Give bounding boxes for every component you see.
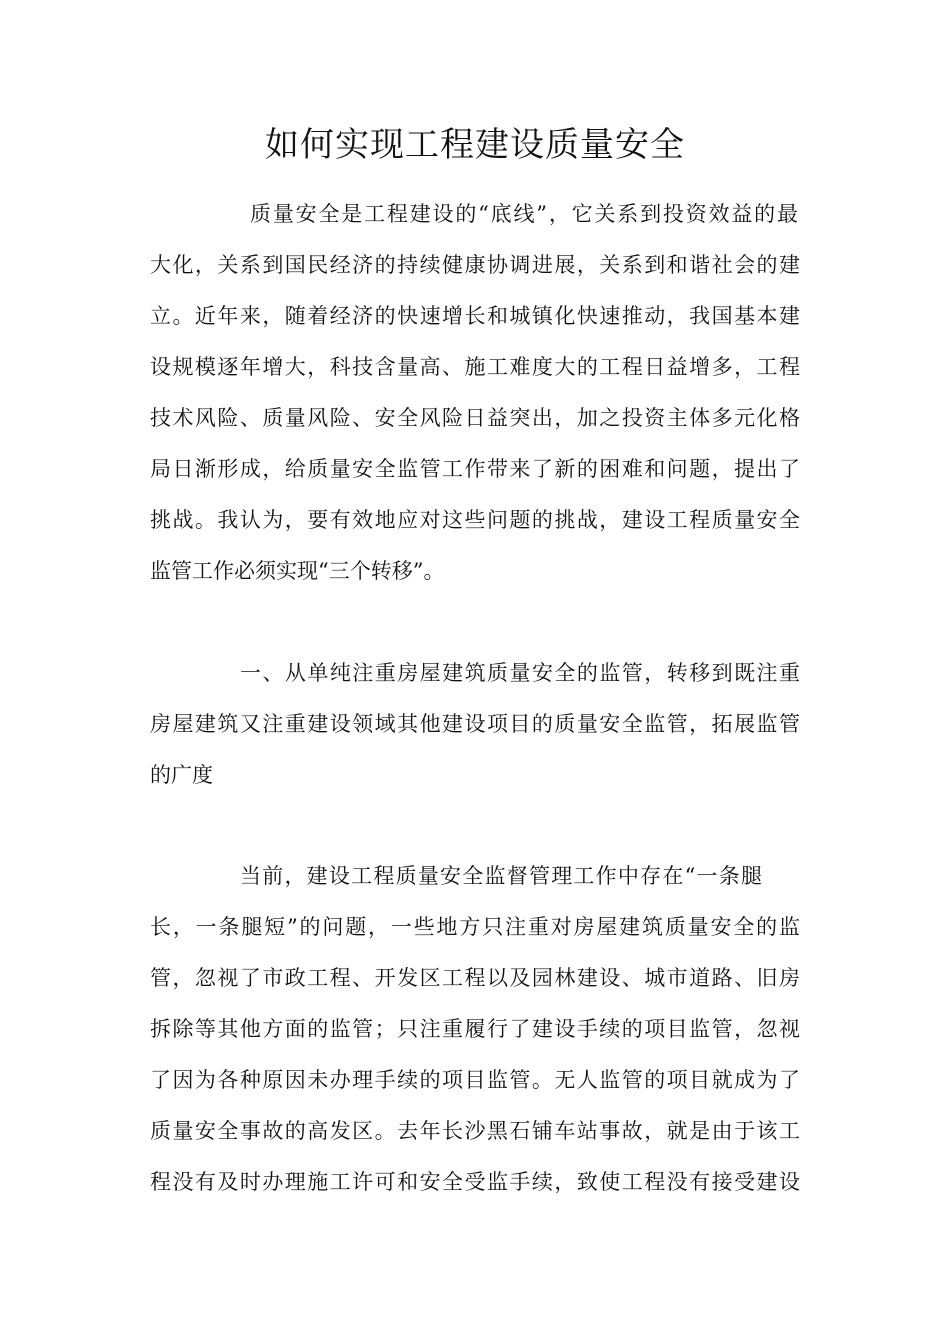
- paragraph-1-line-3: 立。近年来，随着经济的快速增长和城镇化快速推动，我国基本建: [150, 304, 800, 328]
- paragraph-3-line-1: 当前，建设工程质量安全监督管理工作中存在“一条腿: [240, 864, 762, 888]
- paragraph-1-line-4: 设规模逐年增大，科技含量高、施工难度大的工程日益增多，工程: [150, 355, 800, 379]
- paragraph-2-line-2: 房屋建筑又注重建设领域其他建设项目的质量安全监管，拓展监管: [150, 712, 800, 736]
- paragraph-3-line-6: 质量安全事故的高发区。去年长沙黑石铺车站事故，就是由于该工: [150, 1119, 800, 1143]
- paragraph-1-line-7: 挑战。我认为，要有效地应对这些问题的挑战，建设工程质量安全: [150, 508, 800, 532]
- paragraph-1-line-8: 监管工作必须实现“三个转移”。: [150, 559, 445, 583]
- paragraph-3-line-3: 管，忽视了市政工程、开发区工程以及园林建设、城市道路、旧房: [150, 966, 800, 990]
- paragraph-3-line-7: 程没有及时办理施工许可和安全受监手续，致使工程没有接受建设: [150, 1170, 800, 1194]
- paragraph-1-line-5: 技术风险、质量风险、安全风险日益突出，加之投资主体多元化格: [150, 406, 800, 430]
- paragraph-1-line-6: 局日渐形成，给质量安全监管工作带来了新的困难和问题，提出了: [150, 457, 800, 481]
- document-title: 如何实现工程建设质量安全: [265, 125, 685, 165]
- paragraph-2-line-1: 一、从单纯注重房屋建筑质量安全的监管，转移到既注重: [240, 661, 800, 685]
- paragraph-1-line-2: 大化，关系到国民经济的持续健康协调进展，关系到和谐社会的建: [150, 253, 800, 277]
- paragraph-3-line-2: 长，一条腿短”的问题，一些地方只注重对房屋建筑质量安全的监: [150, 915, 800, 939]
- paragraph-1-line-1: 质量安全是工程建设的“底线”，它关系到投资效益的最: [250, 202, 798, 226]
- paragraph-2-line-3: 的广度: [150, 763, 213, 787]
- paragraph-3-line-4: 拆除等其他方面的监管；只注重履行了建设手续的项目监管，忽视: [150, 1017, 800, 1041]
- paragraph-3-line-5: 了因为各种原因未办理手续的项目监管。无人监管的项目就成为了: [150, 1068, 800, 1092]
